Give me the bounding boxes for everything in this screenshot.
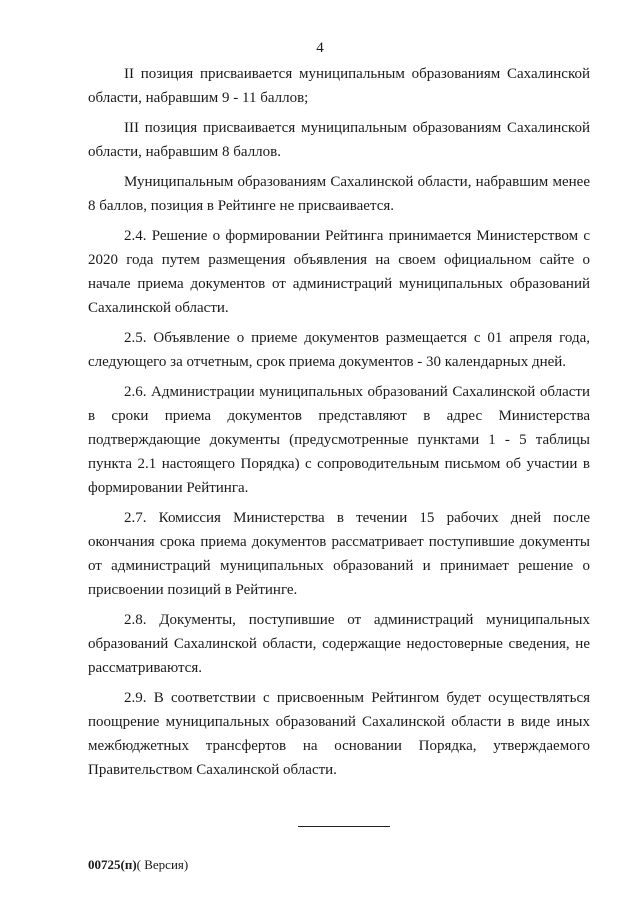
paragraph-2-5: 2.5. Объявление о приеме документов размещается с 01 апреля года, следующего за отчетным, срок приема документов - 30 календарных дней. [88,330,590,370]
page-number: 4 [316,40,324,56]
paragraph-2-4: 2.4. Решение о формировании Рейтинга принимается Министерством с 2020 года путем размещения объявления на своем официальном сайте о начале приема документов от администраций муниципальных образований Сахалинской области. [88,228,590,316]
paragraph-no-position: Муниципальным образованиям Сахалинской области, набравшим менее 8 баллов, позиция в Рейтинге не присваивается. [88,174,590,214]
end-separator-line [298,826,390,827]
paragraph-position-3: III позиция присваивается муниципальным образованиям Сахалинской области, набравшим 8 баллов. [88,120,590,160]
document-code-number: 00725(п) [88,857,137,872]
paragraph-2-9: 2.9. В соответствии с присвоенным Рейтингом будет осуществляться поощрение муниципальных образований Сахалинской области в виде иных межбюджетных трансфертов на основании Порядка, утверждаемого Правительством Сахалинской области. [88,690,590,778]
document-version: ( Версия) [136,857,189,872]
paragraph-2-7: 2.7. Комиссия Министерства в течении 15 рабочих дней после окончания срока приема документов рассматривает поступившие документы от администраций муниципальных образований и принимает решение о присвоении позиций в Рейтинге. [88,510,590,598]
document-code [88,857,188,873]
paragraph-2-6: 2.6. Администрации муниципальных образований Сахалинской области в сроки приема документов представляют в адрес Министерства подтверждающие документы (предусмотренные пунктами 1 - 5 таблицы пункта 2.1 настоящего Порядка) с сопроводительным письмом об участии в формировании Рейтинга. [88,384,590,496]
paragraph-2-8: 2.8. Документы, поступившие от администраций муниципальных образований Сахалинской области, содержащие недостоверные сведения, не рассматриваются. [88,612,590,676]
document-body [88,62,590,788]
paragraph-position-2: II позиция присваивается муниципальным образованиям Сахалинской области, набравшим 9 - 11 баллов; [88,66,590,106]
